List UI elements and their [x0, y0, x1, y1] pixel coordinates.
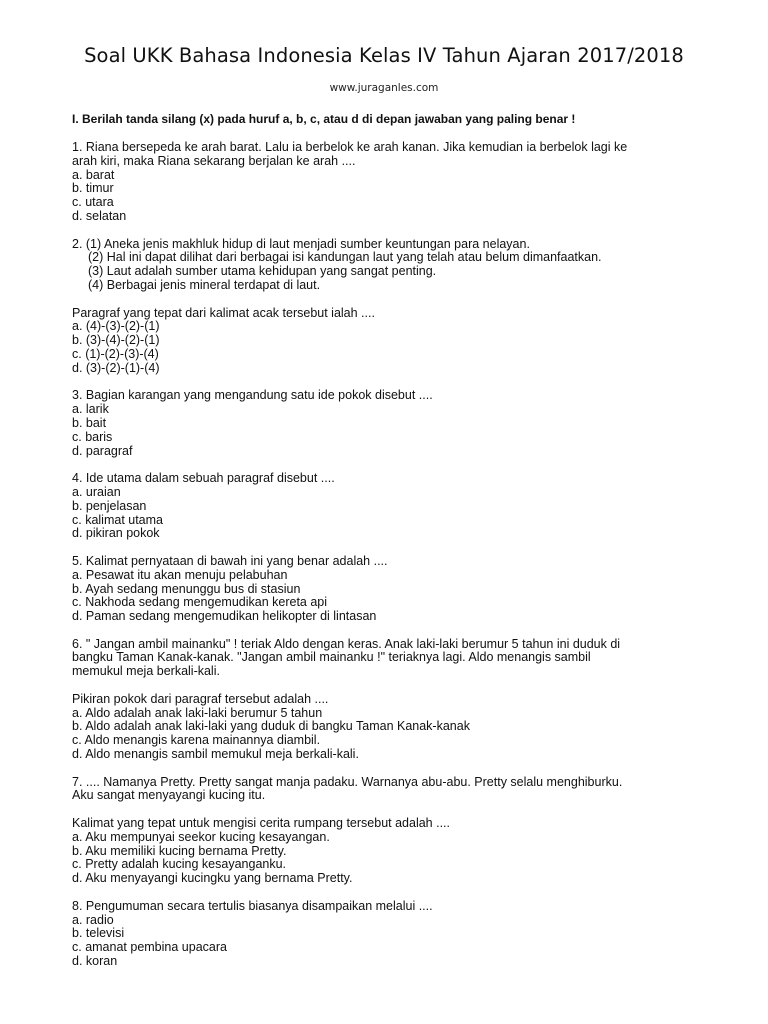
spacer — [72, 541, 712, 555]
answer-option: a. (4)-(3)-(2)-(1) — [72, 319, 160, 334]
question-stem: bangku Taman Kanak-kanak. "Jangan ambil mainanku !" teriaknya lagi. Aldo menangis sambil — [72, 650, 591, 665]
question-stem: Aku sangat menyayangi kucing itu. — [72, 788, 266, 803]
answer-option: c. amanat pembina upacara — [72, 940, 227, 955]
spacer — [72, 293, 712, 307]
answer-option: c. Pretty adalah kucing kesayanganku. — [72, 857, 287, 872]
answer-option: d. Paman sedang mengemudikan helikopter di lintasan — [72, 609, 377, 624]
answer-option: a. larik — [72, 402, 109, 417]
spacer — [72, 803, 712, 817]
spacer — [72, 762, 712, 776]
answer-option: a. barat — [72, 167, 115, 182]
site-url: www.juraganles.com — [329, 82, 439, 94]
answer-option: d. Aldo menangis sambil memukul meja berkali-kali. — [72, 747, 359, 762]
answer-option: d. paragraf — [72, 443, 133, 458]
answer-option: b. timur — [72, 181, 114, 196]
question-stem: 1. Riana bersepeda ke arah barat. Lalu ia berbelok ke arah kanan. Jika kemudian ia berbelok lagi ke — [72, 140, 628, 154]
spacer — [72, 624, 712, 638]
question-stem: 6. " Jangan ambil mainanku" ! teriak Aldo dengan keras. Anak laki-laki berumur 5 tahun ini duduk di — [72, 636, 621, 651]
question-prompt: Kalimat yang tepat untuk mengisi cerita rumpang tersebut adalah .... — [72, 816, 450, 831]
questions-list — [72, 141, 712, 969]
answer-option: b. penjelasan — [72, 498, 147, 513]
answer-option: b. bait — [72, 415, 107, 430]
answer-option: d. pikiran pokok — [72, 526, 160, 541]
answer-option: c. utara — [72, 195, 114, 210]
answer-option: a. radio — [72, 912, 114, 927]
spacer — [72, 679, 712, 693]
page-title: Soal UKK Bahasa Indonesia Kelas IV Tahun Ajaran 2017/2018 — [84, 44, 684, 67]
question-stem: arah kiri, maka Riana sekarang berjalan ke arah .... — [72, 153, 356, 168]
answer-option: b. Aldo adalah anak laki-laki yang duduk di bangku Taman Kanak-kanak — [72, 719, 470, 734]
question-stem: 2. (1) Aneka jenis makhluk hidup di laut menjadi sumber keuntungan para nelayan. — [72, 236, 530, 251]
answer-option: a. Aku mempunyai seekor kucing kesayangan. — [72, 829, 330, 844]
question-prompt: Pikiran pokok dari paragraf tersebut adalah .... — [72, 691, 329, 706]
answer-option: b. Ayah sedang menunggu bus di stasiun — [72, 581, 301, 596]
question-sentence: (2) Hal ini dapat dilihat dari berbagai isi kandungan laut yang telah atau belum dimanfaatkan. — [88, 250, 602, 265]
question-stem: 8. Pengumuman secara tertulis biasanya disampaikan melalui .... — [72, 898, 433, 913]
answer-option: d. (3)-(2)-(1)-(4) — [72, 360, 160, 375]
spacer — [72, 376, 712, 390]
question-prompt: Paragraf yang tepat dari kalimat acak tersebut ialah .... — [72, 305, 375, 320]
question-stem: 3. Bagian karangan yang mengandung satu ide pokok disebut .... — [72, 388, 433, 403]
question-stem: memukul meja berkali-kali. — [72, 664, 220, 679]
spacer — [72, 458, 712, 472]
answer-option: d. Aku menyayangi kucingku yang bernama Pretty. — [72, 871, 353, 886]
answer-option: c. kalimat utama — [72, 512, 164, 527]
spacer — [72, 886, 712, 900]
answer-option: b. televisi — [72, 926, 125, 941]
answer-option: d. koran — [72, 954, 118, 969]
answer-option: c. baris — [72, 429, 113, 444]
answer-option: a. uraian — [72, 484, 121, 499]
answer-option: d. selatan — [72, 208, 127, 223]
answer-option: b. Aku memiliki kucing bernama Pretty. — [72, 843, 287, 858]
answer-option: c. (1)-(2)-(3)-(4) — [72, 346, 159, 361]
question-stem: 4. Ide utama dalam sebuah paragraf disebut .... — [72, 471, 335, 486]
spacer — [72, 224, 712, 238]
answer-option: c. Aldo menangis karena mainannya diambil. — [72, 733, 321, 748]
answer-option: b. (3)-(4)-(2)-(1) — [72, 333, 160, 348]
answer-option: a. Pesawat itu akan menuju pelabuhan — [72, 567, 288, 582]
question-sentence: (4) Berbagai jenis mineral terdapat di laut. — [88, 277, 321, 292]
question-sentence: (3) Laut adalah sumber utama kehidupan yang sangat penting. — [88, 264, 437, 279]
instruction-text: I. Berilah tanda silang (x) pada huruf a, b, c, atau d di depan jawaban yang paling benar ! — [72, 112, 576, 126]
answer-option: a. Aldo adalah anak laki-laki berumur 5 tahun — [72, 705, 323, 720]
question-stem: 7. .... Namanya Pretty. Pretty sangat manja padaku. Warnanya abu-abu. Pretty selalu menghiburku. — [72, 774, 623, 789]
question-stem: 5. Kalimat pernyataan di bawah ini yang benar adalah .... — [72, 553, 388, 568]
answer-option: c. Nakhoda sedang mengemudikan kereta api — [72, 595, 328, 610]
